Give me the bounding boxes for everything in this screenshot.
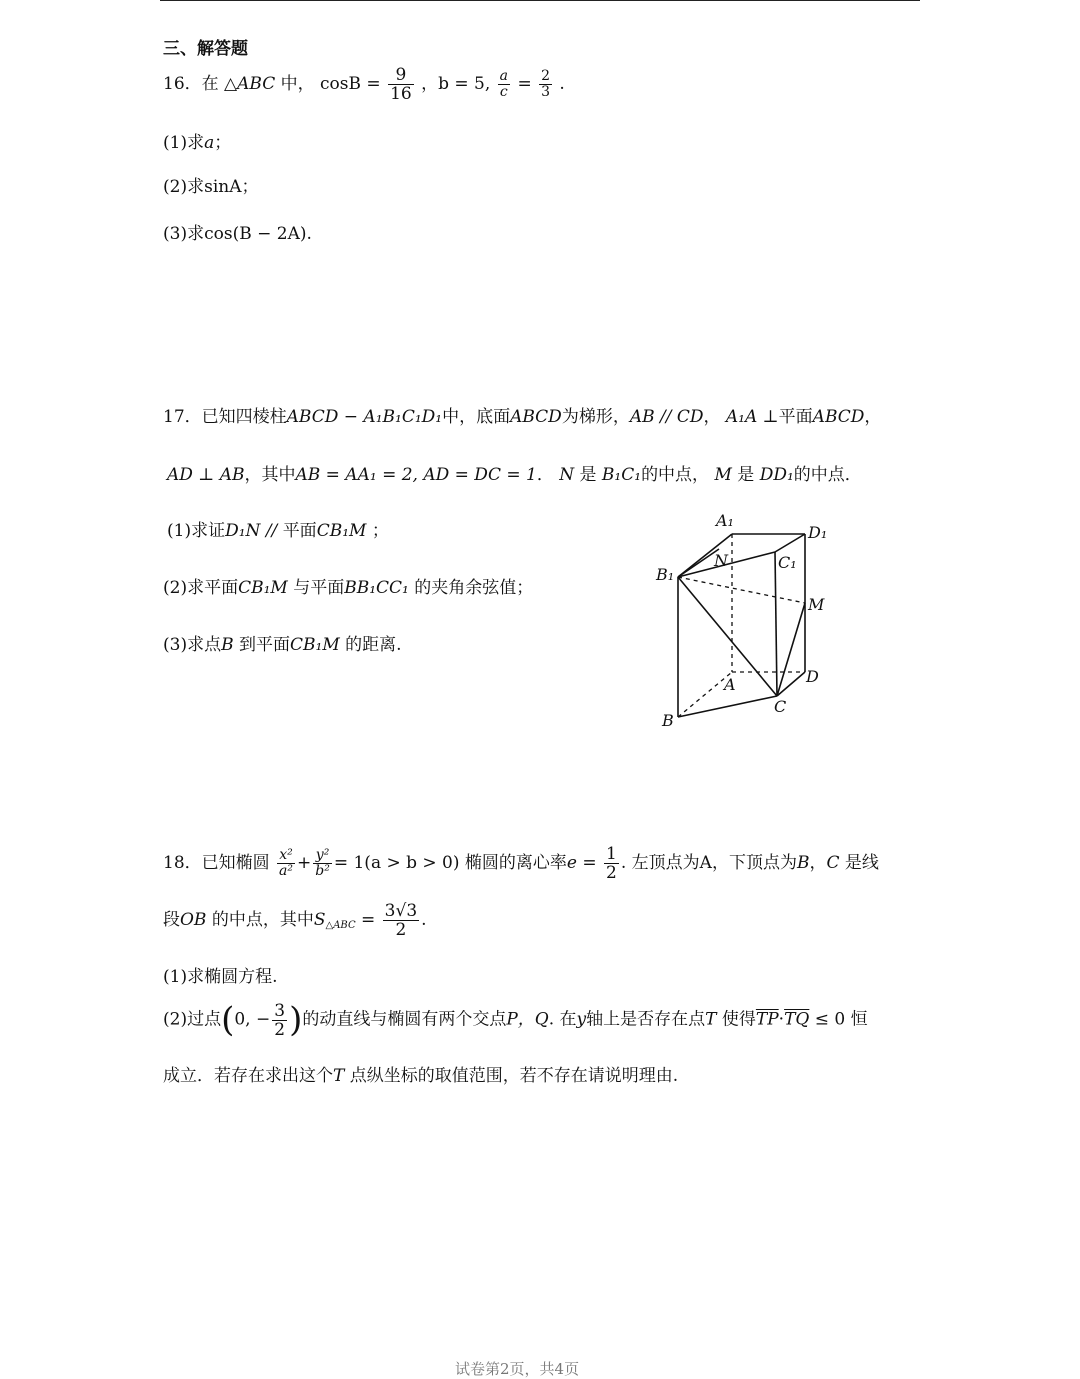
label-a: A xyxy=(724,675,736,694)
edge-b-c xyxy=(678,696,777,717)
q17-text: ， xyxy=(703,407,721,427)
label-b1: B₁ xyxy=(656,565,675,584)
q17-m: M xyxy=(714,465,732,485)
q16-cos-fraction xyxy=(388,66,414,103)
q18-text: 椭圆的离心率 xyxy=(464,853,567,873)
frac-num: a xyxy=(499,68,509,84)
q16-text: 中， xyxy=(275,74,315,94)
q17-line1 xyxy=(163,402,881,427)
q18-t: T xyxy=(705,1009,717,1030)
q17-perp: A₁A ⊥ xyxy=(725,407,779,427)
q18-s: S xyxy=(313,910,326,930)
part-expr: cos(B − 2A) xyxy=(204,224,307,244)
edge-n-c xyxy=(719,549,777,696)
q18-e: e = xyxy=(566,853,597,873)
frac-den: b² xyxy=(315,863,330,879)
prism-figure xyxy=(640,500,850,740)
q16-ratio-value xyxy=(539,69,552,100)
q17-text: ， xyxy=(864,407,882,427)
q18-ob: OB xyxy=(180,910,207,930)
q18-text: 成立．若存在求出这个 xyxy=(163,1066,333,1086)
q18-ineq: ≤ 0 xyxy=(814,1009,846,1030)
q16-text: 在 xyxy=(201,74,219,94)
part-expr: a xyxy=(204,133,215,153)
part-text: 与平面 xyxy=(293,578,345,598)
frac-den: 2 xyxy=(395,920,407,940)
q18-text: 的动直线与椭圆有两个交点 xyxy=(302,1009,507,1030)
paren-open: ( xyxy=(221,1000,235,1040)
q16-eq: = xyxy=(517,74,532,94)
paren-close: ) xyxy=(289,1000,303,1040)
q17-dd1: DD₁ xyxy=(759,465,794,485)
q18-text: . 左顶点为A，下顶点为 xyxy=(620,853,797,873)
q16-number: 16． xyxy=(163,74,202,94)
label-a1: A₁ xyxy=(716,511,734,530)
top-rule xyxy=(160,0,920,1)
q18-pq: P，Q xyxy=(506,1009,549,1030)
frac-num: 2 xyxy=(541,68,551,84)
frac-num: 3√3 xyxy=(384,901,418,921)
edge-c-m xyxy=(777,603,805,696)
q16-triangle: △ABC xyxy=(224,74,276,94)
label-b: B xyxy=(662,711,674,730)
part-end: ； xyxy=(371,521,389,541)
page-footer: 试卷第2页，共4页 xyxy=(455,1360,580,1378)
frac-den: 16 xyxy=(390,84,412,104)
q17-n: N xyxy=(559,465,575,485)
frac-num: 9 xyxy=(388,66,414,85)
part-expr: CB₁M xyxy=(238,578,288,598)
frac-num: y² xyxy=(313,848,332,864)
q17-text: 中，底面 xyxy=(442,407,511,427)
q17-text: 的中点． xyxy=(793,465,862,485)
q17-plane: ABCD xyxy=(812,407,865,427)
q18-b: B xyxy=(796,853,810,873)
q18-text: 的中点，其中 xyxy=(211,910,314,930)
q17-lengths: AB = AA₁ = 2, AD = DC = 1 xyxy=(295,465,537,485)
edge-b1-n xyxy=(678,549,719,577)
q18-y: y xyxy=(576,1009,587,1030)
q18-vec-tp: $\overline{TP}$ xyxy=(755,1009,779,1030)
q17-text: 是 xyxy=(737,465,755,485)
label-n: N xyxy=(714,551,728,570)
q18-t: T xyxy=(333,1066,345,1086)
q17-parallel: AB // CD xyxy=(629,407,704,427)
q18-line1: 18．已知椭圆 $\frac{\text{x²}}{\text{a²}}$ + $\frac{\text{y²}}{\text{b²}}$ = 1(a > b > 0) 椭圆的离心率e = $\frac{1}{2}$ . 左顶点为A，下顶点为B，C 是线 xyxy=(163,844,879,883)
frac-den: 2 xyxy=(274,1019,286,1040)
q17-part1 xyxy=(167,516,389,541)
q18-line2 xyxy=(163,902,427,939)
part-expr: BB₁CC₁ xyxy=(344,578,409,598)
q18-c: C xyxy=(826,853,840,873)
part-label: (3)求点 xyxy=(163,635,222,655)
part-end: ； xyxy=(214,133,232,153)
part-text: 到平面 xyxy=(239,635,290,655)
q17-text: 的中点， xyxy=(641,465,710,485)
q18-eq: = 1(a > b > 0) xyxy=(333,853,460,873)
q17-line2 xyxy=(167,460,862,485)
frac-num: x² xyxy=(277,848,295,864)
section-title: 三、解答题 xyxy=(163,39,248,59)
label-m: M xyxy=(808,595,825,614)
part-expr: D₁N // xyxy=(225,521,283,541)
q18-part2-line2 xyxy=(163,1061,678,1086)
part-label: (3)求 xyxy=(163,224,205,244)
part-expr: sinA xyxy=(204,177,242,197)
part-label: (1)求 xyxy=(163,133,205,153)
q17-part3 xyxy=(163,630,402,655)
part-text: 平面 xyxy=(282,521,317,541)
label-d1: D₁ xyxy=(808,523,828,542)
q16-b-eq: ，b = 5, xyxy=(421,74,491,94)
q18-part1: (1)求椭圆方程. xyxy=(163,967,278,987)
q16-ratio-fraction xyxy=(498,69,510,100)
q17-text: ． xyxy=(536,465,554,485)
part-expr: CB₁M xyxy=(290,635,340,655)
hidden-helper xyxy=(719,549,777,696)
q18-text: 段 xyxy=(163,910,180,930)
q18-text: ， xyxy=(809,853,827,873)
frac-num: 1 xyxy=(606,844,617,864)
q17-perp2: AD ⊥ AB xyxy=(167,465,245,485)
q18-text: . 在 xyxy=(548,1009,577,1030)
q17-text: ，其中 xyxy=(244,465,296,485)
q17-text: 平面 xyxy=(778,407,813,427)
q16-statement xyxy=(163,66,565,103)
label-c: C xyxy=(774,697,787,716)
frac-den: 2 xyxy=(606,863,617,883)
q18-area-fraction xyxy=(383,902,419,939)
q18-text: 使得 xyxy=(721,1009,756,1030)
frac-den: 3 xyxy=(541,84,551,100)
q18-text: 18．已知椭圆 xyxy=(163,853,270,873)
label-d: D xyxy=(806,667,819,686)
part-expr: B xyxy=(221,635,234,655)
q18-y-fraction xyxy=(313,848,332,879)
q17-base: ABCD xyxy=(510,407,562,427)
q16-cos-lhs: cosB = xyxy=(320,74,381,94)
label-c1: C₁ xyxy=(778,553,797,572)
edge-c1-c xyxy=(775,552,777,696)
q18-text: 是线 xyxy=(844,853,879,873)
q18-text: 轴上是否存在点 xyxy=(586,1009,706,1030)
q16-part3 xyxy=(163,219,312,244)
q17-part2 xyxy=(163,573,533,598)
part-end: 的距离. xyxy=(345,635,402,655)
q18-vec-tq: $\overline{TQ}$ xyxy=(784,1009,810,1030)
part-end: ； xyxy=(241,177,259,197)
q18-text: 点纵坐标的取值范围，若不存在请说明理由. xyxy=(349,1066,679,1086)
part-end: 的夹角余弦值； xyxy=(414,578,534,598)
q18-e-fraction xyxy=(604,845,619,882)
part-label: (2)过点 xyxy=(163,1009,222,1030)
q18-part2-line1 xyxy=(163,1000,868,1040)
q18-text: 恒 xyxy=(850,1009,868,1030)
frac-den: a² xyxy=(279,863,294,879)
q18-point: 0, − xyxy=(234,1009,271,1030)
frac-den: c xyxy=(499,84,508,100)
q17-b1c1: B₁C₁ xyxy=(601,465,642,485)
q18-eq: = xyxy=(361,910,376,930)
q17-text: 为梯形， xyxy=(561,407,630,427)
part-label: (1)求证 xyxy=(167,521,226,541)
frac-num: 3 xyxy=(274,1000,286,1021)
q18-dot: · xyxy=(778,1009,785,1030)
q18-point-fraction xyxy=(272,1002,287,1039)
q17-prism: ABCD − A₁B₁C₁D₁ xyxy=(286,407,443,427)
q18-s-sub: △ABC xyxy=(325,920,356,931)
q16-end: . xyxy=(559,74,565,94)
part-label: (2)求平面 xyxy=(163,578,239,598)
q16-part1 xyxy=(163,128,231,153)
q18-x-fraction xyxy=(277,848,295,879)
q17-text: 是 xyxy=(579,465,597,485)
part-label: (2)求 xyxy=(163,177,205,197)
q17-text: 17．已知四棱柱 xyxy=(163,407,287,427)
q18-end: . xyxy=(421,910,427,930)
edge-d1-c1 xyxy=(775,534,805,552)
part-expr: CB₁M xyxy=(316,521,367,541)
part-end: . xyxy=(306,224,312,244)
q16-part2 xyxy=(163,172,258,197)
